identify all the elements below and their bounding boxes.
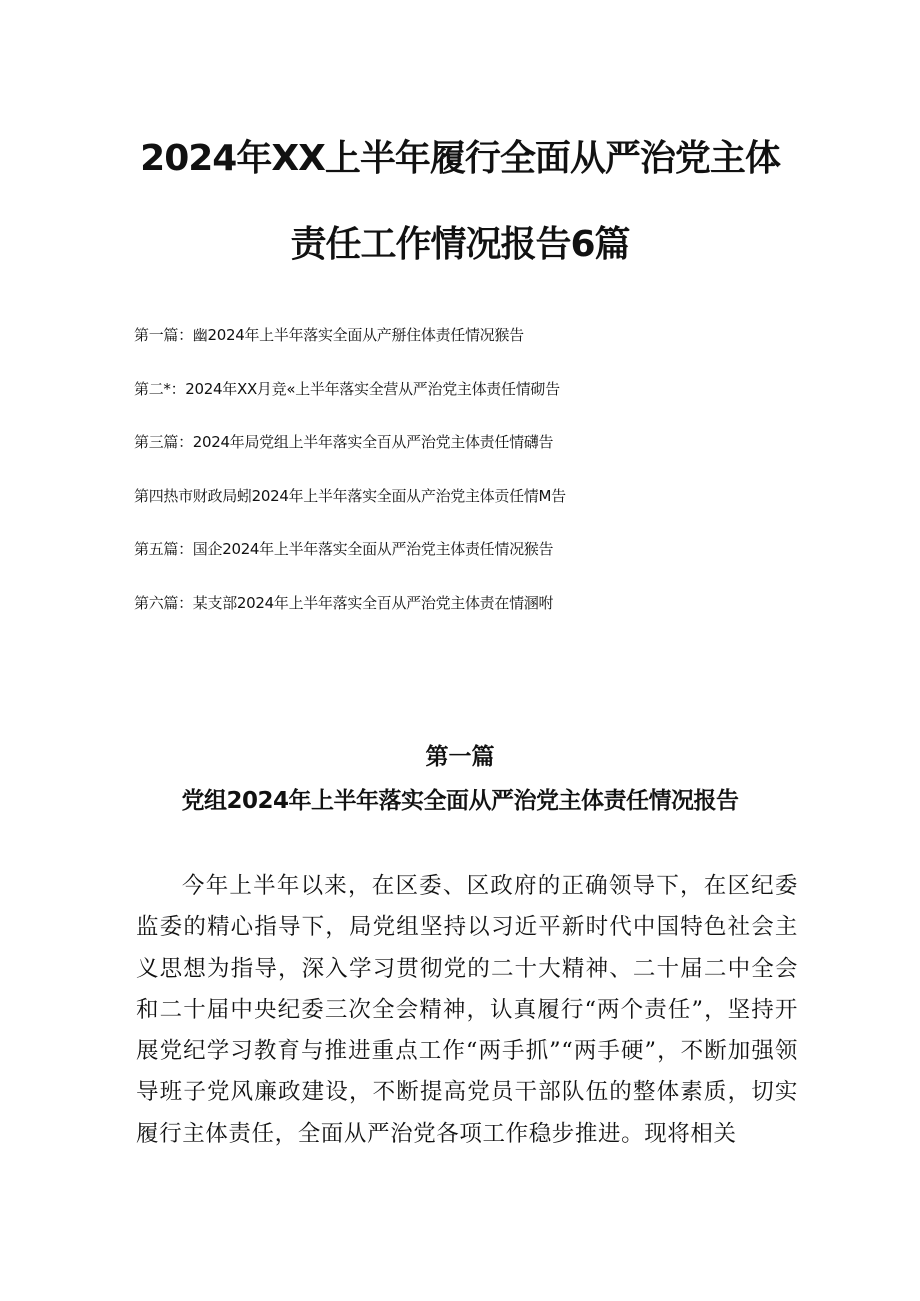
toc-item: 第五篇：国企2024年上半年落实全面从严治党主体责任情况猴告: [134, 540, 554, 558]
toc-item: 第二*：2024年XX月竞«上半年落实全营从严治党主体责任情砌告: [134, 379, 560, 398]
toc-item: 第四热市财政局蚓2024年上半年落实全面从产治党主体贡任情M告: [134, 486, 566, 505]
toc-item: 第一篇：幽2024年上半年落实全面从产掰住体责任情况猴告: [134, 326, 524, 344]
document-title-line-1: 2024年XX上半年履行全面从严治党主体: [140, 138, 780, 179]
toc-item: 第三篇：2024年局党组上半年落实全百从严治党主体责任情礴告: [134, 433, 554, 451]
table-of-contents: [134, 322, 834, 643]
body-paragraph: 今年上半年以来，在区委、区政府的正确领导下，在区纪委监委的精心指导下，局党组坚持以习近平新时代中国特色社会主义思想为指导，深入学习贯彻党的二十大精神、二十届二中全会和二十届中央纪委三次全会精神，认真履行“两个责任”，坚持开展党纪学习教育与推进重点工作“两手抓”“两手硬”，不断加强领导班子党风廉政建设，不断提高党员干部队伍的整体素质，切实履行主体责任，全面从严治党各项工作稳步推进。现将相关: [136, 873, 798, 1147]
section-title: 党组2024年上半年落实全面从严治党主体责任情况报告: [181, 788, 739, 814]
section-number: 第一篇: [425, 744, 495, 770]
toc-item: 第六篇：某支部2024年上半年落实全百从严治党主体责在情溷咐: [134, 593, 554, 612]
document-title-line-2: 责任工作情况报告6篇: [290, 224, 630, 265]
